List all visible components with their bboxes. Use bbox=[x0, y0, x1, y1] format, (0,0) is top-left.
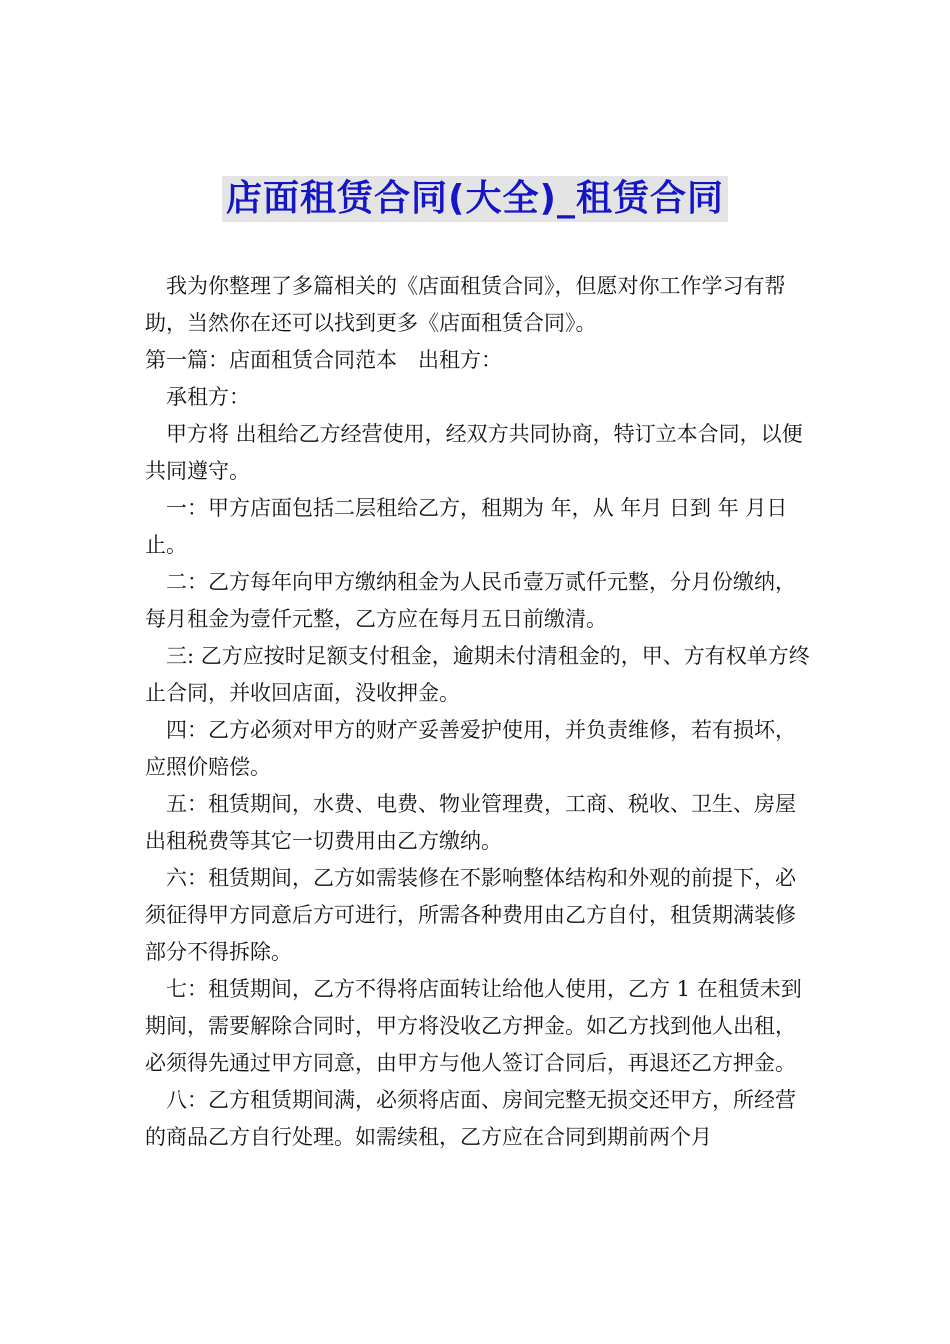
paragraph-section-heading: 第一篇：店面租赁合同范本 出租方： bbox=[145, 348, 502, 372]
paragraph-clause-3: 三: 乙方应按时足额支付租金，逾期未付清租金的，甲、方有权单方终止合同，并收回店面，没收押金。 bbox=[145, 644, 810, 705]
paragraph-clause-2: 二：乙方每年向甲方缴纳租金为人民币壹万贰仟元整，分月份缴纳，每月租金为壹仟元整，乙方应在每月五日前缴清。 bbox=[145, 570, 796, 631]
paragraph-clause-5: 五：租赁期间，水费、电费、物业管理费，工商、税收、卫生、房屋出租税费等其它一切费用由乙方缴纳。 bbox=[145, 792, 796, 853]
paragraph-clause-4: 四：乙方必须对甲方的财产妥善爱护使用，并负责维修，若有损坏，应照价赔偿。 bbox=[145, 718, 796, 779]
paragraph-lessee: 承租方： bbox=[166, 385, 250, 409]
document-title: 店面租赁合同(大全)_租赁合同 bbox=[222, 176, 728, 222]
paragraph-clause-1: 一：甲方店面包括二层租给乙方，租期为 年，从 年月 日到 年 月日止。 bbox=[145, 496, 788, 557]
paragraph-clause-7: 七：租赁期间，乙方不得将店面转让给他人使用，乙方 1 在租赁未到期间，需要解除合同时，甲方将没收乙方押金。如乙方找到他人出租，必须得先通过甲方同意，由甲方与他人签订合同后，再退还乙方押金。 bbox=[145, 977, 802, 1075]
title-container bbox=[0, 176, 950, 222]
paragraph-intro: 我为你整理了多篇相关的《店面租赁合同》，但愿对你工作学习有帮助，当然你在还可以找到更多《店面租赁合同》。 bbox=[145, 274, 786, 335]
document-body bbox=[145, 268, 815, 1156]
paragraph-preamble: 甲方将 出租给乙方经营使用，经双方共同协商，特订立本合同，以便共同遵守。 bbox=[145, 422, 803, 483]
paragraph-clause-8: 八：乙方租赁期间满，必须将店面、房间完整无损交还甲方，所经营的商品乙方自行处理。如需续租，乙方应在合同到期前两个月 bbox=[145, 1088, 796, 1149]
paragraph-clause-6: 六：租赁期间，乙方如需装修在不影响整体结构和外观的前提下，必须征得甲方同意后方可进行，所需各种费用由乙方自付，租赁期满装修部分不得拆除。 bbox=[145, 866, 796, 964]
